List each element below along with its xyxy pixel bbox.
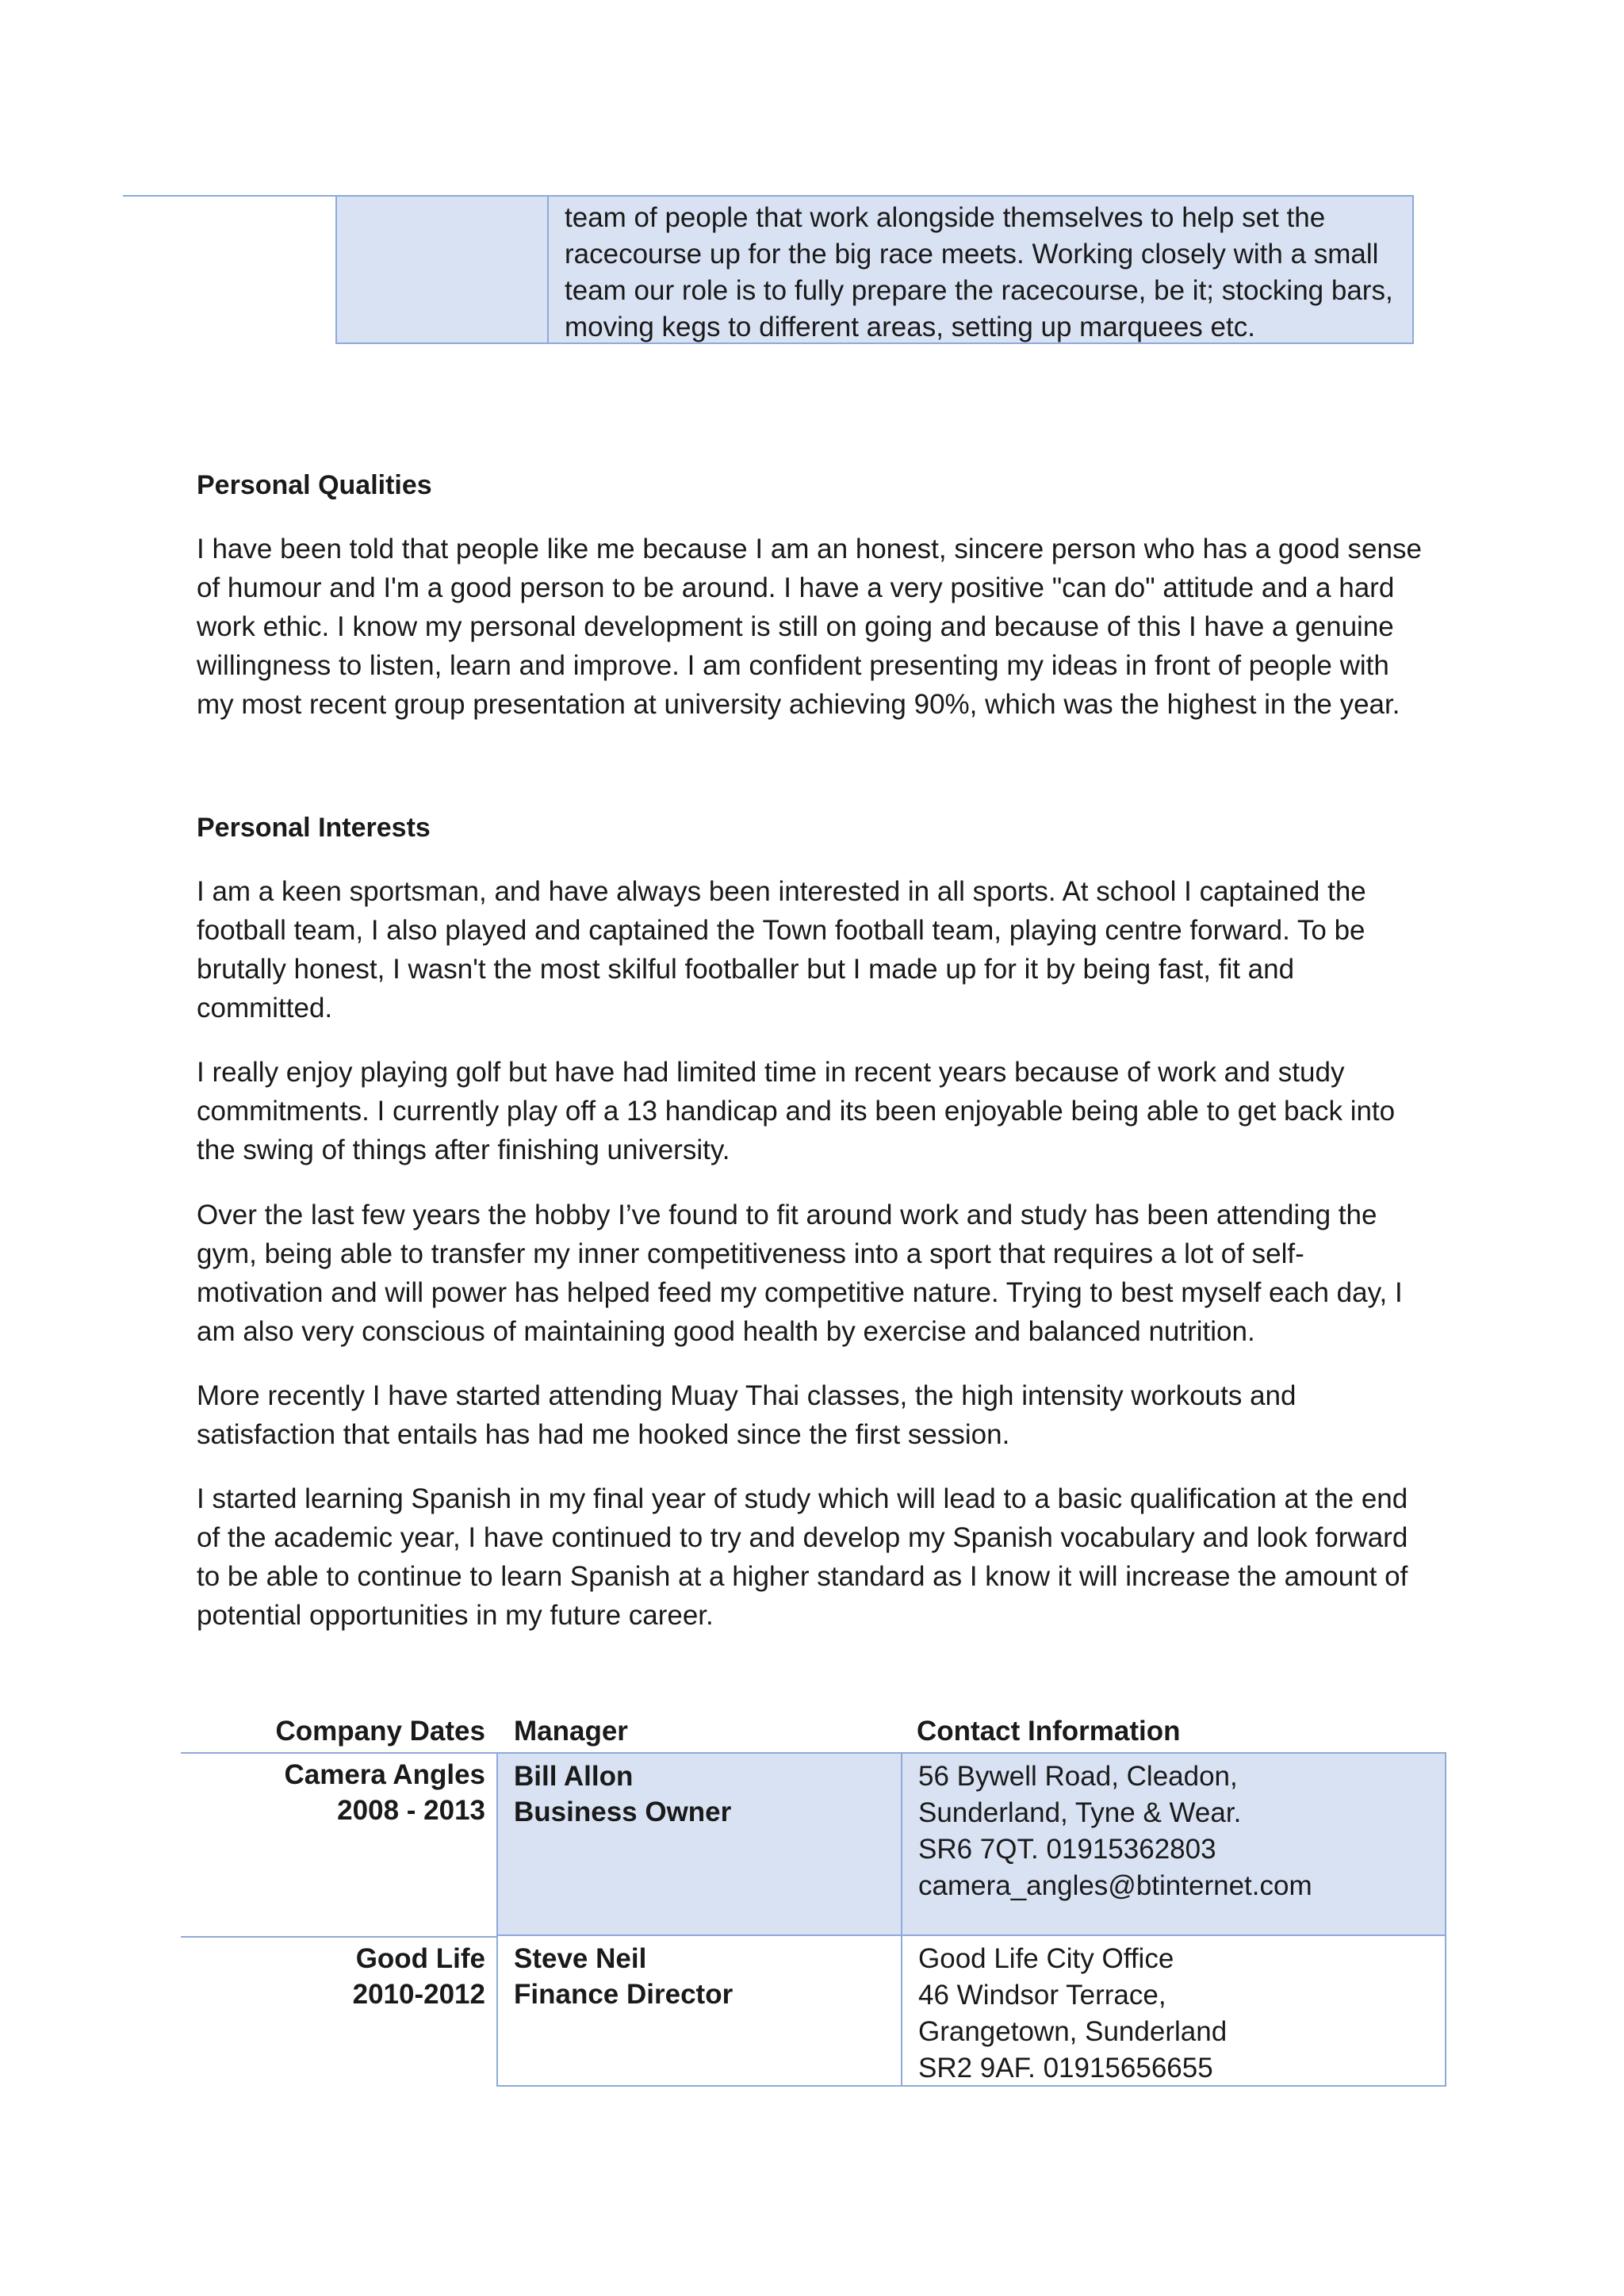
personal-qualities-paragraph: I have been told that people like me because I am an honest, sincere person who has a good sense of humour and I'm a good person to be around. I have a very positive "can do" attitude and a hard work ethic. I know my personal development is still on going and because of this I have a genuine willingness to listen, learn and improve. I am confident presenting my ideas in front of people with my most recent group presentation at university achieving 90%, which was the highest in the year.	[197, 534, 1422, 720]
contact-cell	[902, 1754, 1445, 1934]
personal-interests-paragraph: More recently I have started attending Muay Thai classes, the high intensity workouts and satisfaction that entails has had me hooked since the first session.	[197, 1380, 1297, 1450]
manager-name: Steve Neil	[514, 1943, 647, 1974]
header-company-dates: Company Dates	[275, 1716, 485, 1747]
contact-line: SR6 7QT. 01915362803	[918, 1834, 1216, 1865]
company-dates: 2008 - 2013	[337, 1795, 485, 1826]
manager-cell	[498, 1936, 902, 2085]
experience-table-continuation	[335, 195, 1414, 344]
references-table	[181, 1705, 1446, 2087]
references-table-header	[181, 1705, 1446, 1752]
company-cell	[181, 1752, 485, 1828]
contact-line: 46 Windsor Terrace,	[918, 1980, 1166, 2011]
manager-title: Business Owner	[514, 1797, 732, 1827]
personal-interests-paragraph: I started learning Spanish in my final year of study which will lead to a basic qualification at the end of the academic year, I have continued to try and develop my Spanish vocabulary and look forward to be able to continue to learn Spanish at a higher standard as I know it will increase the amount of potential opportunities in my future career.	[197, 1483, 1408, 1631]
company-name: Camera Angles	[284, 1759, 485, 1790]
table-rule	[123, 195, 337, 197]
contact-line: Sunderland, Tyne & Wear.	[918, 1797, 1242, 1828]
table-row	[181, 1936, 1446, 2087]
manager-cell	[498, 1754, 902, 1934]
table-row	[181, 1752, 1446, 1936]
personal-interests-paragraph: Over the last few years the hobby I’ve found to fit around work and study has been attending the gym, being able to transfer my inner competitiveness into a sport that requires a lot of self-motivation and will power has helped feed my competitive nature. Trying to best myself each day, I am also very conscious of maintaining good health by exercise and balanced nutrition.	[197, 1200, 1403, 1347]
company-name: Good Life	[355, 1943, 485, 1974]
personal-interests-paragraph: I am a keen sportsman, and have always been interested in all sports. At school I captained the football team, I also played and captained the Town football team, playing centre forward. To be brutally honest, I wasn't the most skilful footballer but I made up for it by being fast, fit and committed.	[197, 876, 1366, 1024]
experience-line: racecourse up for the big race meets. Working closely with a small	[565, 239, 1379, 270]
header-contact-information: Contact Information	[917, 1716, 1181, 1747]
personal-qualities-heading: Personal Qualities	[197, 470, 432, 500]
contact-line: 56 Bywell Road, Cleadon,	[918, 1761, 1238, 1792]
company-dates: 2010-2012	[352, 1979, 485, 2010]
experience-line: team of people that work alongside themselves to help set the	[565, 202, 1326, 233]
row-body	[496, 1752, 1446, 1936]
contact-line: Grangetown, Sunderland	[918, 2016, 1228, 2047]
row-body	[496, 1936, 1446, 2087]
personal-interests-paragraph: I really enjoy playing golf but have had limited time in recent years because of work and study commitments. I currently play off a 13 handicap and its been enjoyable being able to get back into the swing of things after finishing university.	[197, 1057, 1396, 1165]
contact-cell	[902, 1936, 1445, 2085]
experience-description-cell	[549, 197, 1412, 342]
contact-line: Good Life City Office	[918, 1943, 1174, 1974]
company-cell	[181, 1936, 485, 2012]
experience-line: moving kegs to different areas, setting up marquees etc.	[565, 312, 1255, 342]
manager-title: Finance Director	[514, 1979, 733, 2010]
header-manager: Manager	[514, 1716, 628, 1747]
contact-email: camera_angles@btinternet.com	[918, 1870, 1312, 1901]
contact-line: SR2 9AF. 01915656655	[918, 2053, 1213, 2084]
experience-line: team our role is to fully prepare the racecourse, be it; stocking bars,	[565, 275, 1393, 306]
experience-empty-cell	[337, 197, 549, 342]
personal-interests-heading: Personal Interests	[197, 813, 431, 843]
manager-name: Bill Allon	[514, 1761, 634, 1792]
